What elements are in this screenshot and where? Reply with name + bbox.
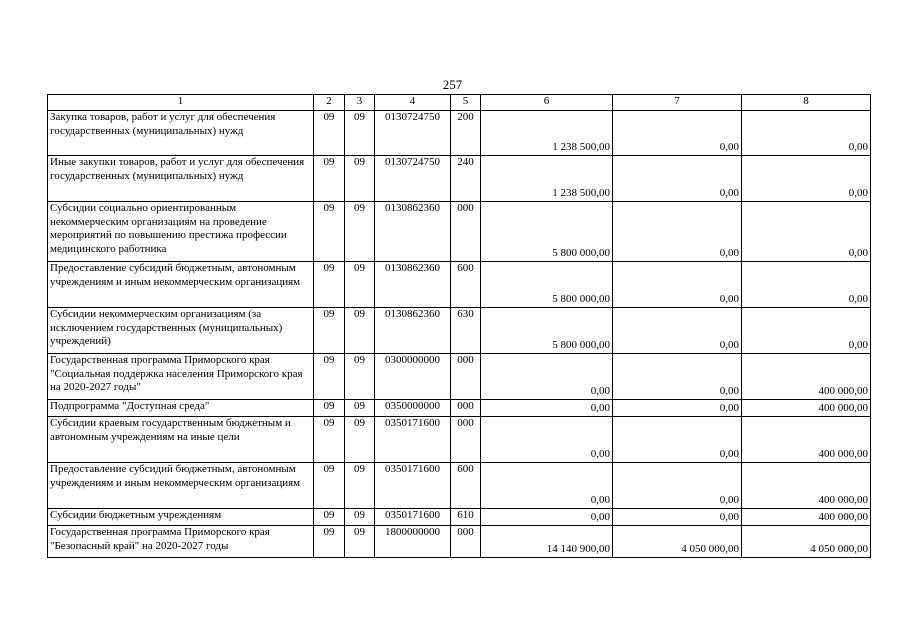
table-row — [48, 111, 871, 156]
section-code: 09 — [314, 202, 345, 262]
page-number: 257 — [442, 77, 463, 92]
item-name: Предоставление субсидий бюджетным, автономным учреждениям и иным некоммерческим организациям — [48, 463, 314, 509]
amount-col7: 0,00 — [613, 262, 742, 308]
section-code: 09 — [314, 463, 345, 509]
table-row — [48, 463, 871, 509]
amount-col6: 1 238 500,00 — [481, 111, 613, 156]
amount-col8: 400 000,00 — [742, 417, 871, 463]
table-row — [48, 400, 871, 417]
amount-col7: 0,00 — [613, 156, 742, 202]
amount-col8: 0,00 — [742, 262, 871, 308]
amount-col7: 0,00 — [613, 400, 742, 417]
target-code: 0130724750 — [375, 156, 451, 202]
table-row — [48, 262, 871, 308]
item-name: Субсидии некоммерческим организациям (за исключением государственных (муниципальных) учреждений) — [48, 308, 314, 354]
amount-col8: 0,00 — [742, 308, 871, 354]
column-header: 5 — [451, 95, 481, 111]
expense-type-code: 000 — [451, 354, 481, 400]
section-code: 09 — [314, 111, 345, 156]
amount-col7: 0,00 — [613, 354, 742, 400]
expense-type-code: 000 — [451, 526, 481, 558]
amount-col6: 14 140 900,00 — [481, 526, 613, 558]
target-code: 0130862360 — [375, 202, 451, 262]
expense-type-code: 600 — [451, 262, 481, 308]
amount-col6: 0,00 — [481, 417, 613, 463]
amount-col7: 0,00 — [613, 202, 742, 262]
target-code: 0350171600 — [375, 417, 451, 463]
target-code: 0130724750 — [375, 111, 451, 156]
table-row — [48, 156, 871, 202]
section-code: 09 — [314, 526, 345, 558]
section-code: 09 — [314, 400, 345, 417]
expense-type-code: 630 — [451, 308, 481, 354]
target-code: 0130862360 — [375, 262, 451, 308]
target-code: 0350171600 — [375, 509, 451, 526]
amount-col8: 400 000,00 — [742, 463, 871, 509]
amount-col6: 0,00 — [481, 400, 613, 417]
section-code: 09 — [314, 308, 345, 354]
subsection-code: 09 — [345, 509, 375, 526]
amount-col7: 0,00 — [613, 509, 742, 526]
amount-col8: 400 000,00 — [742, 354, 871, 400]
amount-col6: 0,00 — [481, 509, 613, 526]
subsection-code: 09 — [345, 354, 375, 400]
column-header: 3 — [345, 95, 375, 111]
item-name: Государственная программа Приморского края "Безопасный край" на 2020-2027 годы — [48, 526, 314, 558]
item-name: Закупка товаров, работ и услуг для обеспечения государственных (муниципальных) нужд — [48, 111, 314, 156]
item-name: Субсидии краевым государственным бюджетным и автономным учреждениям на иные цели — [48, 417, 314, 463]
section-code: 09 — [314, 262, 345, 308]
target-code: 0130862360 — [375, 308, 451, 354]
expense-type-code: 240 — [451, 156, 481, 202]
amount-col7: 0,00 — [613, 463, 742, 509]
subsection-code: 09 — [345, 111, 375, 156]
amount-col8: 0,00 — [742, 111, 871, 156]
table-row — [48, 417, 871, 463]
subsection-code: 09 — [345, 308, 375, 354]
item-name: Подпрограмма "Доступная среда" — [48, 400, 314, 417]
subsection-code: 09 — [345, 463, 375, 509]
column-header: 1 — [48, 95, 314, 111]
table-row — [48, 354, 871, 400]
amount-col7: 0,00 — [613, 308, 742, 354]
section-code: 09 — [314, 417, 345, 463]
amount-col7: 0,00 — [613, 111, 742, 156]
item-name: Иные закупки товаров, работ и услуг для обеспечения государственных (муниципальных) нужд — [48, 156, 314, 202]
expense-type-code: 000 — [451, 417, 481, 463]
expense-type-code: 600 — [451, 463, 481, 509]
expense-type-code: 200 — [451, 111, 481, 156]
item-name: Субсидии бюджетным учреждениям — [48, 509, 314, 526]
budget-table — [47, 94, 871, 558]
header-row — [48, 95, 871, 111]
subsection-code: 09 — [345, 526, 375, 558]
item-name: Государственная программа Приморского края "Социальная поддержка населения Приморского края на 2020-2027 годы" — [48, 354, 314, 400]
amount-col6: 0,00 — [481, 354, 613, 400]
expense-type-code: 610 — [451, 509, 481, 526]
section-code: 09 — [314, 509, 345, 526]
subsection-code: 09 — [345, 156, 375, 202]
table-row — [48, 308, 871, 354]
amount-col6: 5 800 000,00 — [481, 308, 613, 354]
amount-col6: 5 800 000,00 — [481, 262, 613, 308]
subsection-code: 09 — [345, 417, 375, 463]
column-header: 8 — [742, 95, 871, 111]
amount-col6: 1 238 500,00 — [481, 156, 613, 202]
amount-col8: 400 000,00 — [742, 509, 871, 526]
target-code: 0350171600 — [375, 463, 451, 509]
expense-type-code: 000 — [451, 202, 481, 262]
expense-type-code: 000 — [451, 400, 481, 417]
amount-col8: 400 000,00 — [742, 400, 871, 417]
table-row — [48, 526, 871, 558]
subsection-code: 09 — [345, 400, 375, 417]
amount-col7: 0,00 — [613, 417, 742, 463]
target-code: 0300000000 — [375, 354, 451, 400]
column-header: 4 — [375, 95, 451, 111]
section-code: 09 — [314, 156, 345, 202]
column-header: 7 — [613, 95, 742, 111]
amount-col6: 5 800 000,00 — [481, 202, 613, 262]
amount-col8: 4 050 000,00 — [742, 526, 871, 558]
column-header: 2 — [314, 95, 345, 111]
amount-col6: 0,00 — [481, 463, 613, 509]
amount-col8: 0,00 — [742, 156, 871, 202]
target-code: 1800000000 — [375, 526, 451, 558]
column-header: 6 — [481, 95, 613, 111]
target-code: 0350000000 — [375, 400, 451, 417]
item-name: Предоставление субсидий бюджетным, автономным учреждениям и иным некоммерческим организациям — [48, 262, 314, 308]
table-row — [48, 202, 871, 262]
subsection-code: 09 — [345, 262, 375, 308]
section-code: 09 — [314, 354, 345, 400]
subsection-code: 09 — [345, 202, 375, 262]
item-name: Субсидии социально ориентированным некоммерческим организациям на проведение мероприятий по повышению престижа профессии медицинского работника — [48, 202, 314, 262]
amount-col7: 4 050 000,00 — [613, 526, 742, 558]
amount-col8: 0,00 — [742, 202, 871, 262]
table-row — [48, 509, 871, 526]
